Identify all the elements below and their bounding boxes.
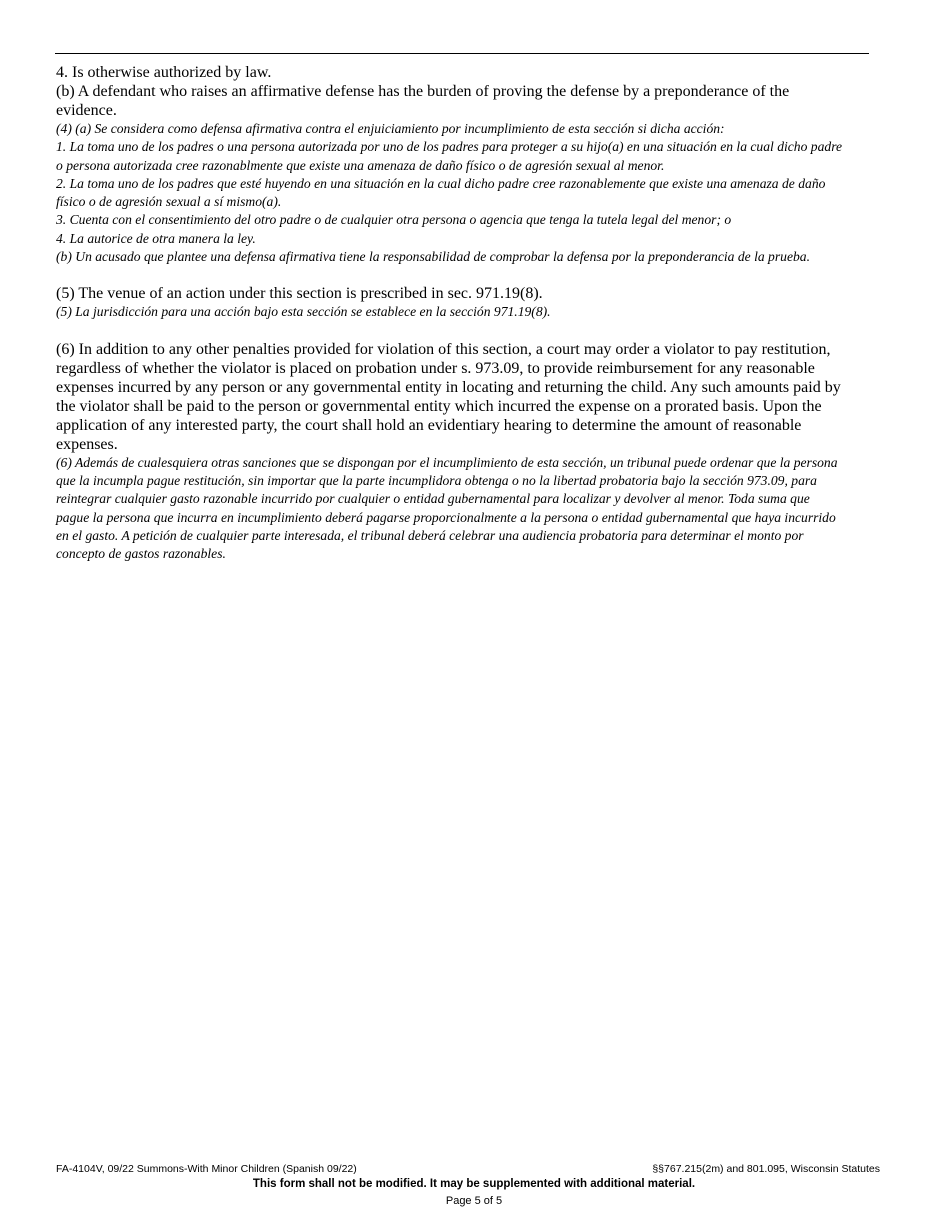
sec4-es-item4: 4. La autorice de otra manera la ley.: [56, 230, 256, 246]
sec4-en-item-b: (b) A defendant who raises an affirmative defense has the burden of proving the defense by a preponderance of the evidence.: [56, 83, 790, 119]
section-spacer: [56, 322, 846, 340]
sec4-es-item1: 1. La toma uno de los padres o una persona autorizada por uno de los padres para proteger a su hijo(a) en una situación en la cual dicho padre o persona autorizada cree razonablmente que existe una amenaza de daño físico o de agresión sexual al menor.: [56, 139, 843, 173]
document-body: [56, 63, 846, 563]
sec4-es-item3: 3. Cuenta con el consentimiento del otro padre o de cualquier otra persona o agencia que tenga la tutela legal del menor; o: [56, 212, 732, 228]
sec5-en: (5) The venue of an action under this section is prescribed in sec. 971.19(8).: [56, 285, 543, 303]
sec4-es-intro: (4) (a) Se considera como defensa afirmativa contra el enjuiciamiento por incumplimiento de esta sección si dicha acción:: [56, 121, 725, 136]
sec4-es-item-b: (b) Un acusado que plantee una defensa afirmativa tiene la responsabilidad de comprobar la defensa por la preponderancia de la prueba.: [56, 249, 810, 265]
footer-notice: This form shall not be modified. It may be supplemented with additional material.: [252, 1178, 696, 1190]
section-spacer: [56, 266, 846, 284]
sec6-es: (6) Además de cualesquiera otras sanciones que se dispongan por el incumplimiento de esta sección, un tribunal puede ordenar que la persona que la incumpla pague restitución, sin importar que la parte incumplidora obtenga o no la libertad probatoria bajo la sección 973.09, para reintegrar cualquier gasto razonable incurrido por cualquier o entidad gubernamental para localizar y devolver al menor. Toda suma que pague la persona que incurra en incumplimiento deberá pagarse proporcionalmente a la persona o entidad gubernamental que haya incurrido en el gasto. A petición de cualquier parte interesada, el tribunal deberá celebrar una audiencia probatoria para determinar el monto por concepto de gastos razonables.: [56, 454, 838, 562]
sec5-es: (5) La jurisdicción para una acción bajo esta sección se establece en la sección 971.19(8).: [56, 304, 551, 320]
sec6-en: (6) In addition to any other penalties provided for violation of this section, a court may order a violator to pay restitution, regardless of whether the violator is placed on probation under s. 973.09, to provide reimbursement for any reasonable expenses incurred by any person or any governmental entity in locating and returning the child. Any such amounts paid by the violator shall be paid to the person or governmental entity which incurred the expense on a prorated basis. Upon the application of any interested party, the court shall hold an evidentiary hearing to determine the amount of reasonable expenses.: [56, 340, 841, 453]
sec4-es-item2: 2. La toma uno de los padres que esté huyendo en una situación en la cual dicho padre cree razonablemente que existe una amenaza de daño físico o de agresión sexual a sí mismo(a).: [56, 175, 826, 210]
top-divider: [55, 53, 869, 54]
page-number: Page 5 of 5: [445, 1195, 503, 1207]
footer-meta: [56, 1163, 880, 1175]
form-id: FA-4104V, 09/22 Summons-With Minor Children (Spanish 09/22): [56, 1163, 357, 1175]
sec4-en-item4: 4. Is otherwise authorized by law.: [56, 64, 272, 81]
statutes-reference: §§767.215(2m) and 801.095, Wisconsin Statutes: [652, 1163, 880, 1175]
